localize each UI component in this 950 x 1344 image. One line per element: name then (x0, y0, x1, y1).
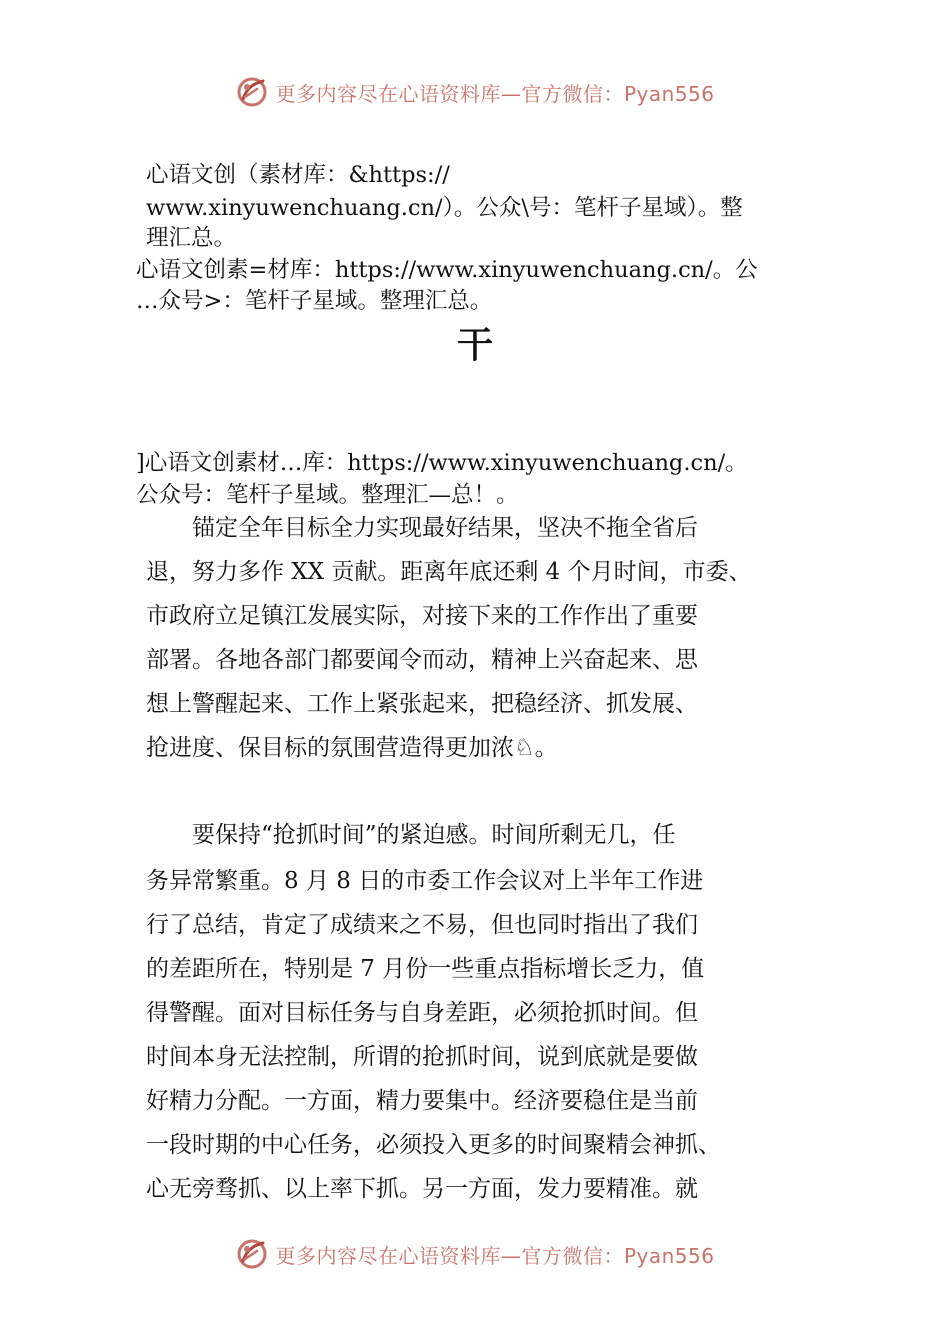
paragraph-2-line: 要保持“抢抓时间”的紧迫感。时间所剩无几，任 (146, 822, 676, 848)
paragraph-1-line: 想上警醒起来、工作上紧张起来，把稳经济、抓发展、 (146, 691, 698, 717)
source-note-line: ]心语文创素材…库：https://www.xinyuwenchuang.cn/。 (136, 450, 748, 476)
paragraph-2-line: 务异常繁重。8 月 8 日的市委工作会议对上半年工作进 (146, 868, 704, 894)
source-note-line: www.xinyuwenchuang.cn/）。公众\号：笔杆子星域）。整 (146, 195, 743, 221)
header-banner-text: 更多内容尽在心语资料库—官方微信：Pyan556 (275, 81, 715, 106)
source-note-line: 心语文创素=材库：https://www.xinyuwenchuang.cn/。公 (136, 257, 758, 283)
paragraph-2-line: 的差距所在，特别是 7 月份一些重点指标增长乏力，值 (146, 956, 705, 982)
paragraph-2-line: 时间本身无法控制，所谓的抢抓时间，说到底就是要做 (146, 1044, 698, 1070)
paragraph-1-line: 部署。各地各部门都要闻令而动，精神上兴奋起来、思 (146, 647, 698, 673)
header-banner (0, 70, 950, 114)
xinyu-logo-icon (235, 1237, 269, 1271)
source-note-line: 理汇总。 (146, 225, 237, 251)
paragraph-2-line: 心无旁骛抓、以上率下抓。另一方面，发力要精准。就 (146, 1176, 698, 1202)
paragraph-2-line: 好精力分配。一方面，精力要集中。经济要稳住是当前 (146, 1088, 698, 1114)
paragraph-1-line: 抢进度、保目标的氛围营造得更加浓♘。 (146, 735, 558, 761)
page-title: 干 (456, 325, 493, 366)
paragraph-1-line: 锚定全年目标全力实现最好结果，坚决不拖全省后 (146, 515, 698, 541)
source-note-line: 公众号：笔杆子星域。整理汇—总！。 (136, 482, 519, 508)
paragraph-2-line: 一段时期的中心任务，必须投入更多的时间聚精会神抓、 (146, 1132, 721, 1158)
source-note-line: 心语文创（素材库：&https:// (146, 162, 450, 188)
paragraph-2-line: 行了总结，肯定了成绩来之不易，但也同时指出了我们 (146, 912, 698, 938)
xinyu-logo-icon (235, 75, 269, 109)
paragraph-1-line: 市政府立足镇江发展实际，对接下来的工作作出了重要 (146, 603, 698, 629)
footer-banner-text: 更多内容尽在心语资料库—官方微信：Pyan556 (275, 1243, 715, 1268)
paragraph-1-line: 退，努力多作 XX 贡献。距离年底还剩 4 个月时间，市委、 (146, 559, 752, 585)
paragraph-2-line: 得警醒。面对目标任务与自身差距，必须抢抓时间。但 (146, 1000, 698, 1026)
source-note-line: …众号>：笔杆子星域。整理汇总。 (136, 288, 493, 314)
footer-banner (0, 1232, 950, 1276)
